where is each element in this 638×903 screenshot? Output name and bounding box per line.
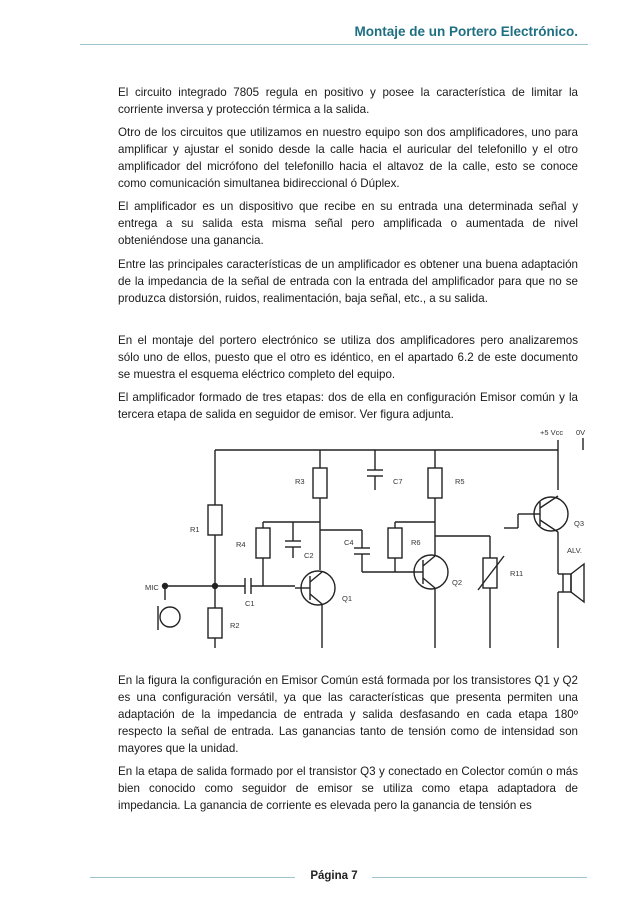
mic-label: MIC	[145, 583, 159, 592]
r11-label: R11	[510, 569, 524, 578]
paragraph-5: En el montaje del portero electrónico se utiliza dos amplificadores pero analizaremos sólo uno de ellos, puesto que el otro es idéntico, en el apartado 6.2 de este documento se muestra el esquema eléctrico completo del equipo.	[118, 334, 578, 381]
paragraph-6: El amplificador formado de tres etapas: dos de ella en configuración Emisor común y la tercera etapa de salida en seguidor de emisor. Ver figura adjunta.	[118, 391, 578, 421]
alv-label: ALV.	[567, 546, 583, 555]
q2-label: Q2	[452, 578, 463, 587]
resistor-r4	[256, 528, 270, 558]
r1-label: R1	[190, 525, 200, 534]
speaker-icon	[563, 574, 571, 592]
r5-label: R5	[455, 477, 465, 486]
resistor-r2	[208, 608, 222, 638]
resistor-r1	[208, 505, 222, 535]
paragraph-3: El amplificador es un dispositivo que recibe en su entrada una determinada señal y entrega a su salida esta misma señal pero amplificada o aumentada de nivel obteniéndose una ganancia.	[118, 200, 578, 247]
paragraph-8: En la etapa de salida formado por el transistor Q3 y conectado en Colector común o más bien conocido como seguidor de emisor se utiliza como etapa adaptadora de impedancia. La ganancia de corriente es elevada pero la ganancia de tensión es	[118, 765, 578, 812]
resistor-r5	[428, 468, 442, 498]
r4-label: R4	[236, 540, 246, 549]
header-divider	[80, 44, 588, 45]
c4-label: C4	[344, 538, 354, 547]
paragraph-7: En la figura la configuración en Emisor Común está formada por los transistores Q1 y Q2 es una configuración versátil, ya que las características que presenta permiten una adaptación de la impedancia de entrada y salida desfasando en cada etapa 180º respecto la señal de entrada. Las ganancias tanto de tensión como de intensidad son mayores que la unidad.	[118, 674, 578, 755]
r3-label: R3	[295, 477, 305, 486]
paragraph-2: Otro de los circuitos que utilizamos en nuestro equipo son dos amplificadores, uno para amplificar y ajustar el sonido desde la calle hacia el auricular del telefonillo y el otro amplificador del micrófono del telefonillo hacia el altavoz de la calle, esto se conoce como comunicación simultanea bidireccional ó Dúplex.	[118, 126, 578, 190]
c1-label: C1	[245, 599, 255, 608]
q1-label: Q1	[342, 594, 353, 603]
document-title: Montaje de un Portero Electrónico.	[354, 24, 578, 39]
c7-label: C7	[393, 477, 403, 486]
resistor-r3	[313, 468, 327, 498]
microphone-icon	[160, 607, 180, 627]
c2-label: C2	[304, 551, 314, 560]
amplifier-schematic	[118, 410, 598, 660]
vcc-label: +5 Vcc	[540, 428, 564, 437]
page-footer	[0, 868, 638, 888]
footer-divider-right	[372, 877, 587, 878]
paragraph-1: El circuito integrado 7805 regula en positivo y posee la característica de limitar la corriente inversa y protección térmica a la salida.	[118, 86, 578, 116]
resistor-r6	[388, 528, 402, 558]
r2-label: R2	[230, 621, 240, 630]
r6-label: R6	[411, 538, 421, 547]
footer-divider-left	[90, 877, 295, 878]
paragraph-4: Entre las principales características de un amplificador es obtener una buena adaptación de la impedancia de la señal de entrada con la entrada del amplificador para que no se produzca distorsión, ruidos, realimentación, baja señal, etc., a su salida.	[118, 258, 578, 305]
page-number: Página 7	[310, 870, 358, 882]
q3-label: Q3	[574, 519, 585, 528]
potentiometer-r11	[483, 558, 497, 588]
gnd-label: 0V	[576, 428, 586, 437]
